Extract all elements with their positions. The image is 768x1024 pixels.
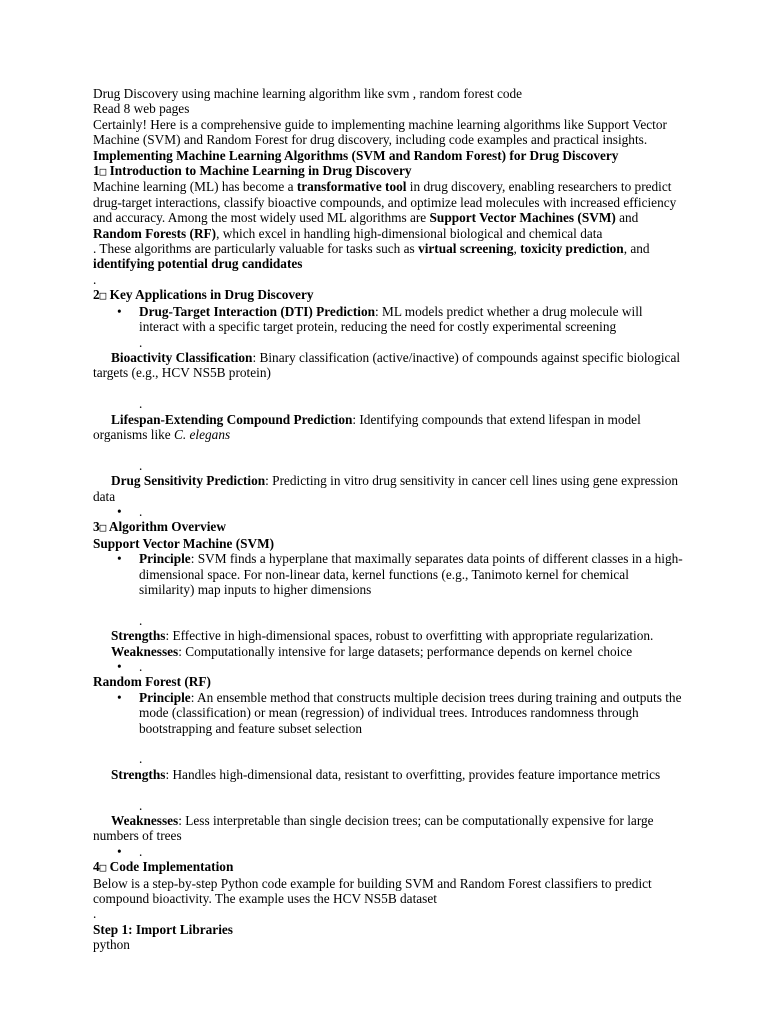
rf-weaknesses: Weaknesses: Less interpretable than single decision trees; can be computationally expensive for large numbers of trees [93, 813, 654, 844]
rf-list [93, 690, 683, 736]
section-4-paragraph: Below is a step-by-step Python code example for building SVM and Random Forest classifiers to predict compound bioactivity. The example uses the HCV NS5B dataset [93, 875, 652, 907]
rf-heading: Random Forest (RF) [93, 674, 211, 690]
empty-bullet-list [93, 504, 683, 519]
dot-line: . [139, 334, 143, 350]
step-1-heading: Step 1: Import Libraries [93, 921, 233, 937]
empty-bullet-list [93, 844, 683, 859]
list-item-svm-principle: • Principle: SVM finds a hyperplane that maximally separates data points of different classes in a high-dimensional space. For non-linear data, kernel functions (e.g., Tanimoto kernel for chemical similarity) map inputs to higher dimensions [93, 551, 683, 597]
list-item-rf-principle: • Principle: An ensemble method that constructs multiple decision trees during training and outputs the mode (classification) or mean (regression) of individual trees. Introduces randomness through bootstrapping and feature subset selection [93, 690, 683, 736]
svm-heading: Support Vector Machine (SVM) [93, 535, 275, 551]
intro-paragraph: Certainly! Here is a comprehensive guide to implementing machine learning algorithms like Support Vector Machine (SVM) and Random Forest for drug discovery, including code examples and practical insights. [93, 116, 667, 148]
drug-sensitivity-item: Drug Sensitivity Prediction: Predicting in vitro drug sensitivity in cancer cell lines using gene expression data [93, 473, 679, 504]
section-1-heading: 1□ Introduction to Machine Learning in Drug Discovery [93, 163, 412, 179]
lifespan-item: Lifespan-Extending Compound Prediction: Identifying compounds that extend lifespan in model organisms like C. elegans [93, 411, 641, 442]
document-body [93, 86, 683, 953]
section-2-heading: 2□ Key Applications in Drug Discovery [93, 287, 314, 303]
dot-line: . [93, 271, 97, 287]
list-item-empty: • . [93, 844, 683, 859]
dot-line: . [139, 751, 143, 767]
empty-bullet-list [93, 659, 683, 674]
list-item-empty: • . [93, 659, 683, 674]
applications-list [93, 304, 683, 335]
section-4-heading: 4□ Code Implementation [93, 859, 234, 875]
code-language-label: python [93, 937, 130, 953]
dot-line: . [139, 612, 143, 628]
list-item-dti: • Drug-Target Interaction (DTI) Prediction: ML models predict whether a drug molecule will interact with a specific target protein, reducing the need for costly experimental screening [93, 304, 683, 335]
svm-list [93, 551, 683, 597]
dot-line: . [139, 396, 143, 412]
bioactivity-item: Bioactivity Classification: Binary classification (active/inactive) of compounds against specific biological targets (e.g., HCV NS5B protein) [93, 349, 681, 381]
main-heading: Implementing Machine Learning Algorithms (SVM and Random Forest) for Drug Discovery [93, 147, 619, 163]
section-1-paragraph: Machine learning (ML) has become a transformative tool in drug discovery, enabling researchers to predict drug-target interactions, classify bioactive compounds, and optimize lead molecules with increased efficiency and accuracy. Among the most widely used ML algorithms are Support Vector Machines (SVM) and Random Forests (RF), which excel in handling high-dimensional biological and chemical data [93, 179, 677, 241]
dot-line: . [139, 457, 143, 473]
svm-weaknesses: Weaknesses: Computationally intensive for large datasets; performance depends on kernel choice [111, 643, 633, 659]
rf-strengths: Strengths: Handles high-dimensional data, resistant to overfitting, provides feature importance metrics [111, 766, 661, 782]
dot-line: . [93, 906, 97, 922]
section-1-paragraph-2: . These algorithms are particularly valuable for tasks such as virtual screening, toxicity prediction, and identifying potential drug candidates [93, 241, 650, 272]
user-query: Drug Discovery using machine learning algorithm like svm , random forest code [93, 86, 523, 101]
list-item-empty: • . [93, 504, 683, 519]
dot-line: . [139, 797, 143, 813]
svm-strengths: Strengths: Effective in high-dimensional spaces, robust to overfitting with appropriate regularization. [111, 628, 654, 644]
section-3-heading: 3□ Algorithm Overview [93, 519, 226, 535]
read-status: Read 8 web pages [93, 101, 190, 117]
